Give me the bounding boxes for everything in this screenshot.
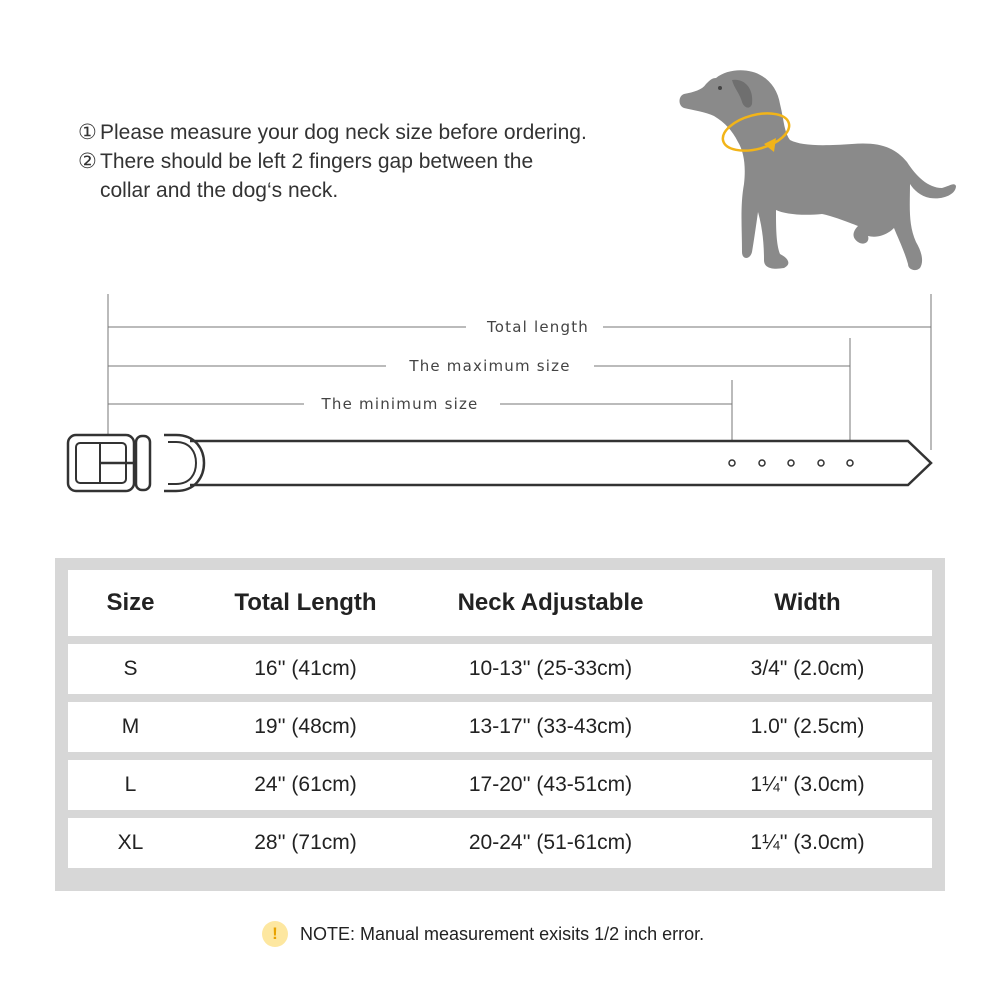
table-row xyxy=(68,818,932,868)
instruction-2: ② There should be left 2 fingers gap between the xyxy=(78,147,587,176)
cell-total-length: 19'' (48cm) xyxy=(254,715,357,738)
maximum-size-label: The maximum size xyxy=(409,357,571,375)
table-header-row xyxy=(68,570,932,636)
cell-size: L xyxy=(124,773,137,796)
collar-hole xyxy=(788,460,794,466)
cell-total-length: 28'' (71cm) xyxy=(254,831,357,854)
circled-number-2: ② xyxy=(78,150,97,173)
collar-hole xyxy=(729,460,735,466)
table-row xyxy=(68,702,932,752)
cell-width: 1.0" (2.5cm) xyxy=(750,715,865,738)
total-length-label: Total length xyxy=(486,318,590,336)
cell-neck-adjustable: 10-13'' (25-33cm) xyxy=(468,657,633,680)
cell-width: 3/4" (2.0cm) xyxy=(750,657,865,680)
collar-hole xyxy=(759,460,765,466)
cell-size: S xyxy=(123,657,138,680)
table-row xyxy=(68,644,932,694)
size-chart-table xyxy=(55,558,945,891)
table-row xyxy=(68,760,932,810)
header-width: Width xyxy=(774,589,841,616)
collar-hole xyxy=(847,460,853,466)
cell-neck-adjustable: 20-24'' (51-61cm) xyxy=(468,831,633,854)
dog-eye-icon xyxy=(718,86,722,90)
instruction-2-continued: collar and the dog‘s neck. xyxy=(100,179,339,202)
header-total-length: Total Length xyxy=(234,589,377,616)
warning-icon: ! xyxy=(262,921,288,947)
cell-size: XL xyxy=(117,831,144,854)
cell-size: M xyxy=(121,715,140,738)
instruction-1: ① Please measure your dog neck size before ordering. xyxy=(78,118,587,147)
instructions xyxy=(78,118,587,205)
dog-neck-measure-illustration xyxy=(672,66,962,280)
note xyxy=(262,920,704,948)
minimum-size-label: The minimum size xyxy=(321,395,479,413)
circled-number-1: ① xyxy=(78,121,97,144)
cell-total-length: 24'' (61cm) xyxy=(254,773,357,796)
cell-neck-adjustable: 13-17'' (33-43cm) xyxy=(468,715,633,738)
keeper-loop xyxy=(136,436,150,490)
note-text: NOTE: Manual measurement exisits 1/2 inch error. xyxy=(300,923,705,944)
header-size: Size xyxy=(106,589,155,616)
cell-neck-adjustable: 17-20'' (43-51cm) xyxy=(468,773,633,796)
collar-hole xyxy=(818,460,824,466)
cell-width: 1¼'' (3.0cm) xyxy=(750,831,865,854)
header-neck-adjustable: Neck Adjustable xyxy=(457,589,644,616)
cell-total-length: 16'' (41cm) xyxy=(254,657,357,680)
dog-silhouette-icon xyxy=(680,70,957,270)
cell-width: 1¼'' (3.0cm) xyxy=(750,773,865,796)
collar-size-diagram xyxy=(0,280,1000,510)
